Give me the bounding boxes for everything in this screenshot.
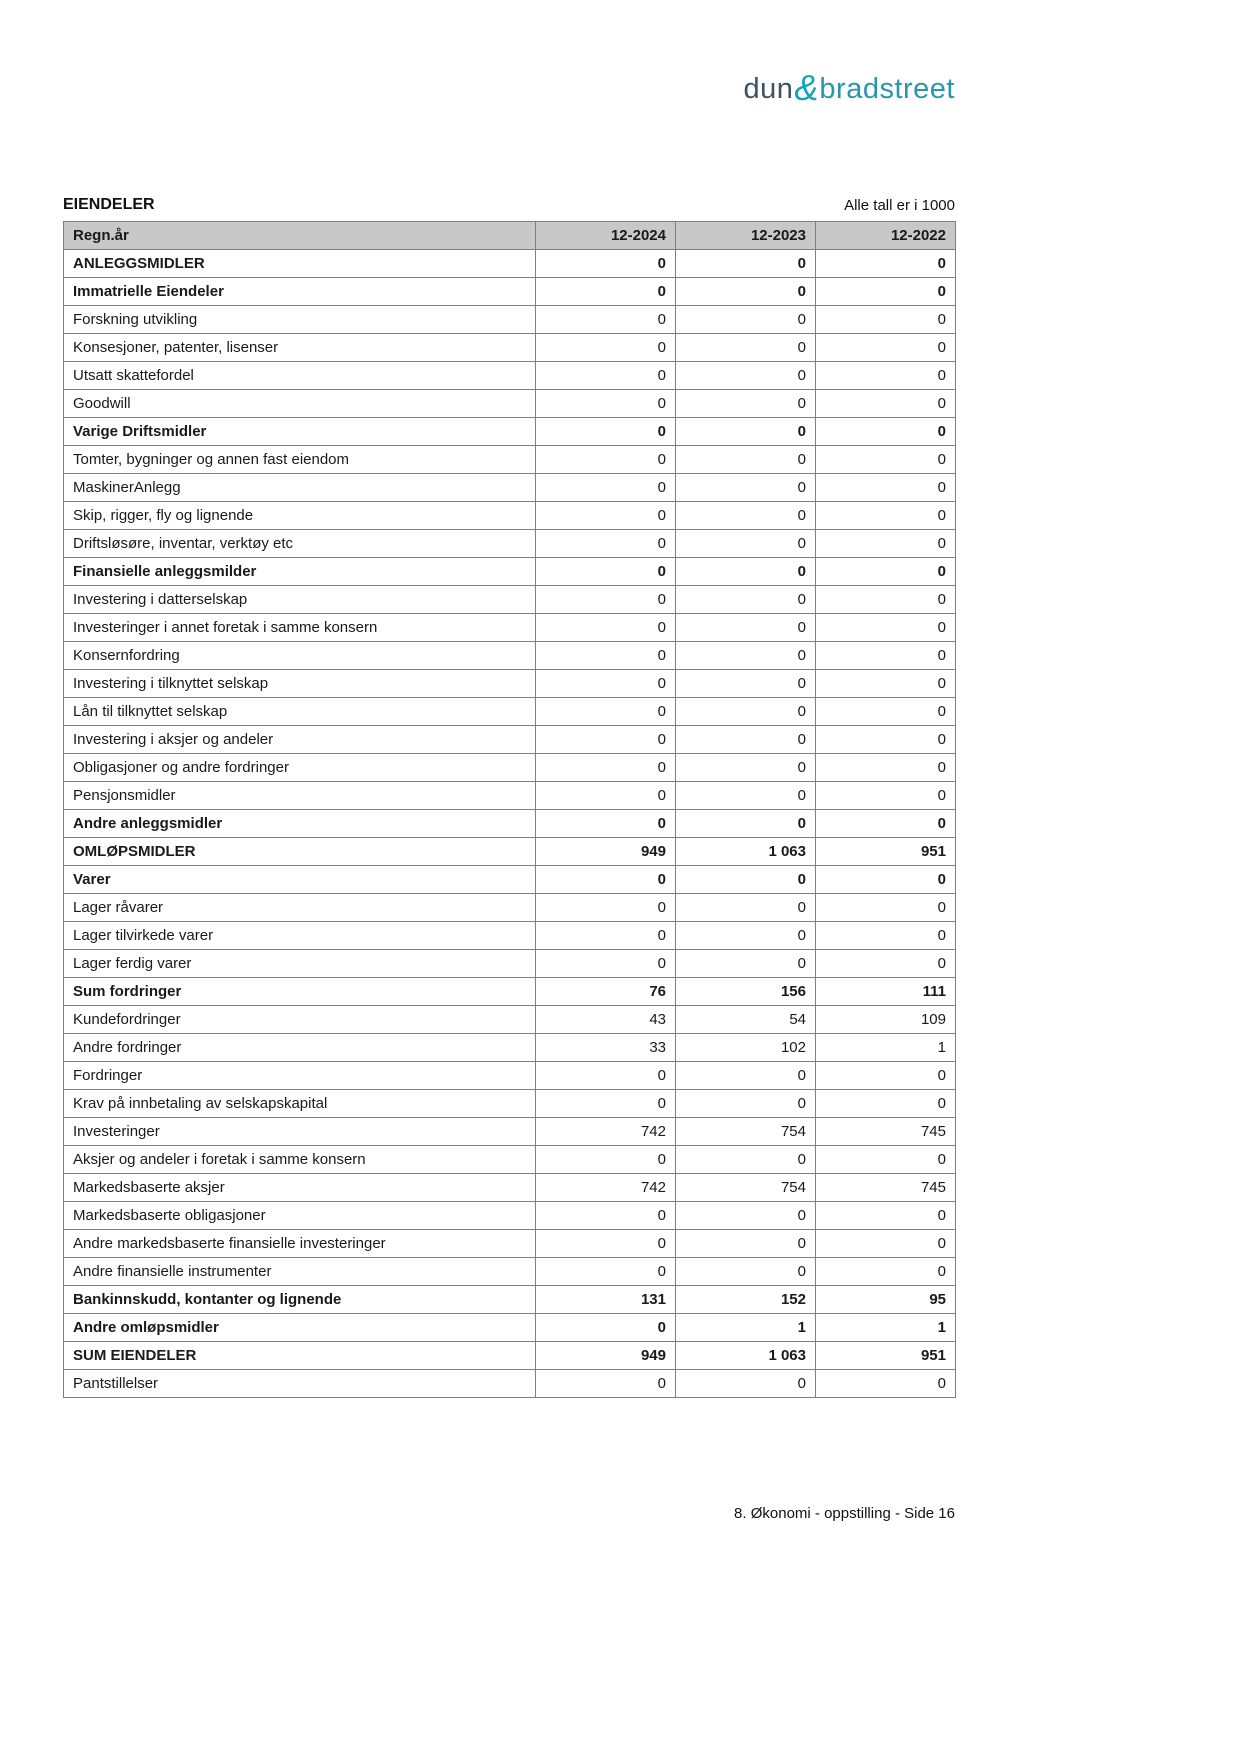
table-header-row [64,222,956,250]
row-value: 0 [816,698,956,726]
row-value: 0 [816,726,956,754]
row-value: 0 [536,1146,676,1174]
table-row [64,1062,956,1090]
row-value: 0 [816,1090,956,1118]
row-value: 0 [816,950,956,978]
row-value: 0 [536,866,676,894]
row-value: 0 [536,1314,676,1342]
table-row [64,642,956,670]
row-label: Obligasjoner og andre fordringer [64,754,536,782]
row-value: 0 [816,1258,956,1286]
row-value: 0 [816,894,956,922]
row-value: 102 [676,1034,816,1062]
row-value: 0 [676,922,816,950]
table-row [64,754,956,782]
row-label: ANLEGGSMIDLER [64,250,536,278]
row-value: 0 [536,1202,676,1230]
row-value: 0 [676,474,816,502]
row-value: 1 [676,1314,816,1342]
table-row [64,1230,956,1258]
row-value: 0 [816,922,956,950]
row-value: 0 [676,894,816,922]
row-label: Lager ferdig varer [64,950,536,978]
table-row [64,726,956,754]
row-value: 0 [816,306,956,334]
row-label: Varer [64,866,536,894]
row-label: SUM EIENDELER [64,1342,536,1370]
column-header-year: 12-2024 [536,222,676,250]
row-value: 0 [536,1230,676,1258]
row-value: 0 [676,446,816,474]
row-value: 0 [816,502,956,530]
row-value: 1 063 [676,1342,816,1370]
table-row [64,810,956,838]
row-value: 0 [676,1202,816,1230]
row-value: 54 [676,1006,816,1034]
row-value: 0 [676,614,816,642]
row-value: 0 [536,502,676,530]
row-value: 754 [676,1118,816,1146]
table-row [64,1090,956,1118]
row-value: 0 [816,1202,956,1230]
row-value: 0 [676,306,816,334]
row-label: Pantstillelser [64,1370,536,1398]
row-label: Fordringer [64,1062,536,1090]
row-value: 0 [676,810,816,838]
row-value: 0 [816,558,956,586]
table-row [64,1314,956,1342]
row-value: 0 [536,278,676,306]
balance-sheet-section [63,196,955,1398]
table-row [64,334,956,362]
row-value: 0 [676,586,816,614]
row-value: 0 [536,950,676,978]
table-row [64,1370,956,1398]
row-value: 111 [816,978,956,1006]
row-value: 95 [816,1286,956,1314]
row-value: 0 [536,306,676,334]
row-value: 742 [536,1174,676,1202]
row-value: 0 [816,866,956,894]
logo-text-bradstreet: bradstreet [819,73,955,105]
row-value: 742 [536,1118,676,1146]
row-value: 0 [676,782,816,810]
row-value: 0 [676,250,816,278]
row-label: Lager tilvirkede varer [64,922,536,950]
row-value: 0 [676,1370,816,1398]
row-value: 0 [536,390,676,418]
row-value: 0 [676,866,816,894]
table-row [64,698,956,726]
row-value: 0 [816,1062,956,1090]
row-value: 0 [816,782,956,810]
table-row [64,950,956,978]
row-value: 0 [816,418,956,446]
row-value: 0 [536,1062,676,1090]
row-label: Driftsløsøre, inventar, verktøy etc [64,530,536,558]
row-value: 0 [676,698,816,726]
row-value: 0 [536,810,676,838]
row-value: 0 [676,418,816,446]
table-row [64,978,956,1006]
row-value: 0 [536,670,676,698]
row-label: Pensjonsmidler [64,782,536,810]
table-row [64,586,956,614]
table-row [64,922,956,950]
row-value: 0 [676,1146,816,1174]
row-value: 0 [536,362,676,390]
column-header-year: 12-2023 [676,222,816,250]
row-value: 0 [536,614,676,642]
row-value: 0 [816,362,956,390]
row-value: 745 [816,1174,956,1202]
row-value: 0 [676,726,816,754]
table-row [64,866,956,894]
table-row [64,530,956,558]
row-label: Andre fordringer [64,1034,536,1062]
row-value: 0 [816,474,956,502]
row-value: 949 [536,1342,676,1370]
row-label: Bankinnskudd, kontanter og lignende [64,1286,536,1314]
logo-text-dun: dun [743,73,794,105]
table-row [64,278,956,306]
table-row [64,1006,956,1034]
row-value: 0 [816,586,956,614]
table-row [64,782,956,810]
row-value: 0 [536,642,676,670]
units-note: Alle tall er i 1000 [844,197,955,214]
row-label: Andre anleggsmidler [64,810,536,838]
row-label: Sum fordringer [64,978,536,1006]
row-value: 131 [536,1286,676,1314]
row-label: Investering i tilknyttet selskap [64,670,536,698]
row-value: 949 [536,838,676,866]
row-value: 0 [816,1370,956,1398]
table-row [64,362,956,390]
table-row [64,1258,956,1286]
row-value: 0 [536,782,676,810]
row-value: 0 [816,614,956,642]
row-value: 0 [536,474,676,502]
table-row [64,250,956,278]
table-row [64,390,956,418]
row-label: Investering i datterselskap [64,586,536,614]
row-value: 0 [676,362,816,390]
row-value: 0 [676,670,816,698]
row-value: 0 [676,642,816,670]
row-value: 0 [676,278,816,306]
assets-table [63,221,956,1398]
table-row [64,1286,956,1314]
row-value: 0 [536,446,676,474]
row-label: Forskning utvikling [64,306,536,334]
row-value: 0 [816,530,956,558]
row-value: 0 [536,922,676,950]
row-value: 0 [816,754,956,782]
row-value: 0 [676,530,816,558]
row-value: 152 [676,1286,816,1314]
row-value: 0 [536,1258,676,1286]
row-value: 0 [676,334,816,362]
row-value: 1 [816,1314,956,1342]
row-value: 0 [816,642,956,670]
row-value: 0 [536,698,676,726]
table-row [64,1146,956,1174]
column-header-year: 12-2022 [816,222,956,250]
table-row [64,306,956,334]
table-row [64,418,956,446]
row-value: 0 [816,1230,956,1258]
row-value: 0 [536,726,676,754]
row-value: 0 [676,950,816,978]
row-value: 0 [536,530,676,558]
row-value: 0 [676,1230,816,1258]
table-row [64,1118,956,1146]
row-value: 0 [536,586,676,614]
row-label: Kundefordringer [64,1006,536,1034]
row-value: 0 [816,1146,956,1174]
row-value: 0 [536,250,676,278]
row-label: Aksjer og andeler i foretak i samme konsern [64,1146,536,1174]
row-label: MaskinerAnlegg [64,474,536,502]
table-row [64,1174,956,1202]
row-label: Investeringer [64,1118,536,1146]
row-label: Immatrielle Eiendeler [64,278,536,306]
row-label: Skip, rigger, fly og lignende [64,502,536,530]
table-row [64,502,956,530]
row-label: Andre markedsbaserte finansielle investeringer [64,1230,536,1258]
table-row [64,1342,956,1370]
table-row [64,446,956,474]
row-value: 33 [536,1034,676,1062]
row-value: 1 [816,1034,956,1062]
row-value: 745 [816,1118,956,1146]
row-label: Konsernfordring [64,642,536,670]
row-label: Investering i aksjer og andeler [64,726,536,754]
row-value: 1 063 [676,838,816,866]
row-label: Finansielle anleggsmilder [64,558,536,586]
row-label: Lager råvarer [64,894,536,922]
table-row [64,1034,956,1062]
row-label: Markedsbaserte obligasjoner [64,1202,536,1230]
row-value: 0 [536,754,676,782]
row-value: 0 [676,754,816,782]
table-row [64,614,956,642]
row-value: 0 [816,670,956,698]
ampersand-icon: & [794,67,819,108]
row-value: 0 [676,502,816,530]
row-label: Konsesjoner, patenter, lisenser [64,334,536,362]
row-value: 951 [816,1342,956,1370]
section-title: EIENDELER [63,196,155,213]
row-value: 0 [816,446,956,474]
column-header-regnaar: Regn.år [64,222,536,250]
row-label: Goodwill [64,390,536,418]
row-value: 76 [536,978,676,1006]
row-value: 0 [816,334,956,362]
row-label: Krav på innbetaling av selskapskapital [64,1090,536,1118]
row-value: 0 [676,1090,816,1118]
row-value: 754 [676,1174,816,1202]
table-row [64,474,956,502]
dun-bradstreet-logo [743,67,955,108]
row-value: 951 [816,838,956,866]
row-value: 43 [536,1006,676,1034]
row-value: 0 [816,278,956,306]
row-value: 0 [536,558,676,586]
row-value: 0 [676,390,816,418]
row-value: 0 [676,1258,816,1286]
table-row [64,670,956,698]
table-row [64,838,956,866]
row-label: Varige Driftsmidler [64,418,536,446]
table-row [64,894,956,922]
row-value: 0 [536,418,676,446]
page-footer: 8. Økonomi - oppstilling - Side 16 [734,1505,955,1522]
row-label: Utsatt skattefordel [64,362,536,390]
table-row [64,1202,956,1230]
row-label: Lån til tilknyttet selskap [64,698,536,726]
row-value: 0 [816,810,956,838]
row-value: 0 [816,390,956,418]
row-value: 0 [816,250,956,278]
row-value: 0 [536,1370,676,1398]
row-value: 0 [536,1090,676,1118]
row-label: Investeringer i annet foretak i samme konsern [64,614,536,642]
section-title-bar [63,196,955,214]
row-value: 156 [676,978,816,1006]
row-value: 0 [676,1062,816,1090]
row-value: 0 [536,894,676,922]
row-label: Tomter, bygninger og annen fast eiendom [64,446,536,474]
table-row [64,558,956,586]
row-value: 109 [816,1006,956,1034]
row-value: 0 [676,558,816,586]
row-label: OMLØPSMIDLER [64,838,536,866]
row-label: Andre omløpsmidler [64,1314,536,1342]
row-label: Markedsbaserte aksjer [64,1174,536,1202]
row-label: Andre finansielle instrumenter [64,1258,536,1286]
row-value: 0 [536,334,676,362]
